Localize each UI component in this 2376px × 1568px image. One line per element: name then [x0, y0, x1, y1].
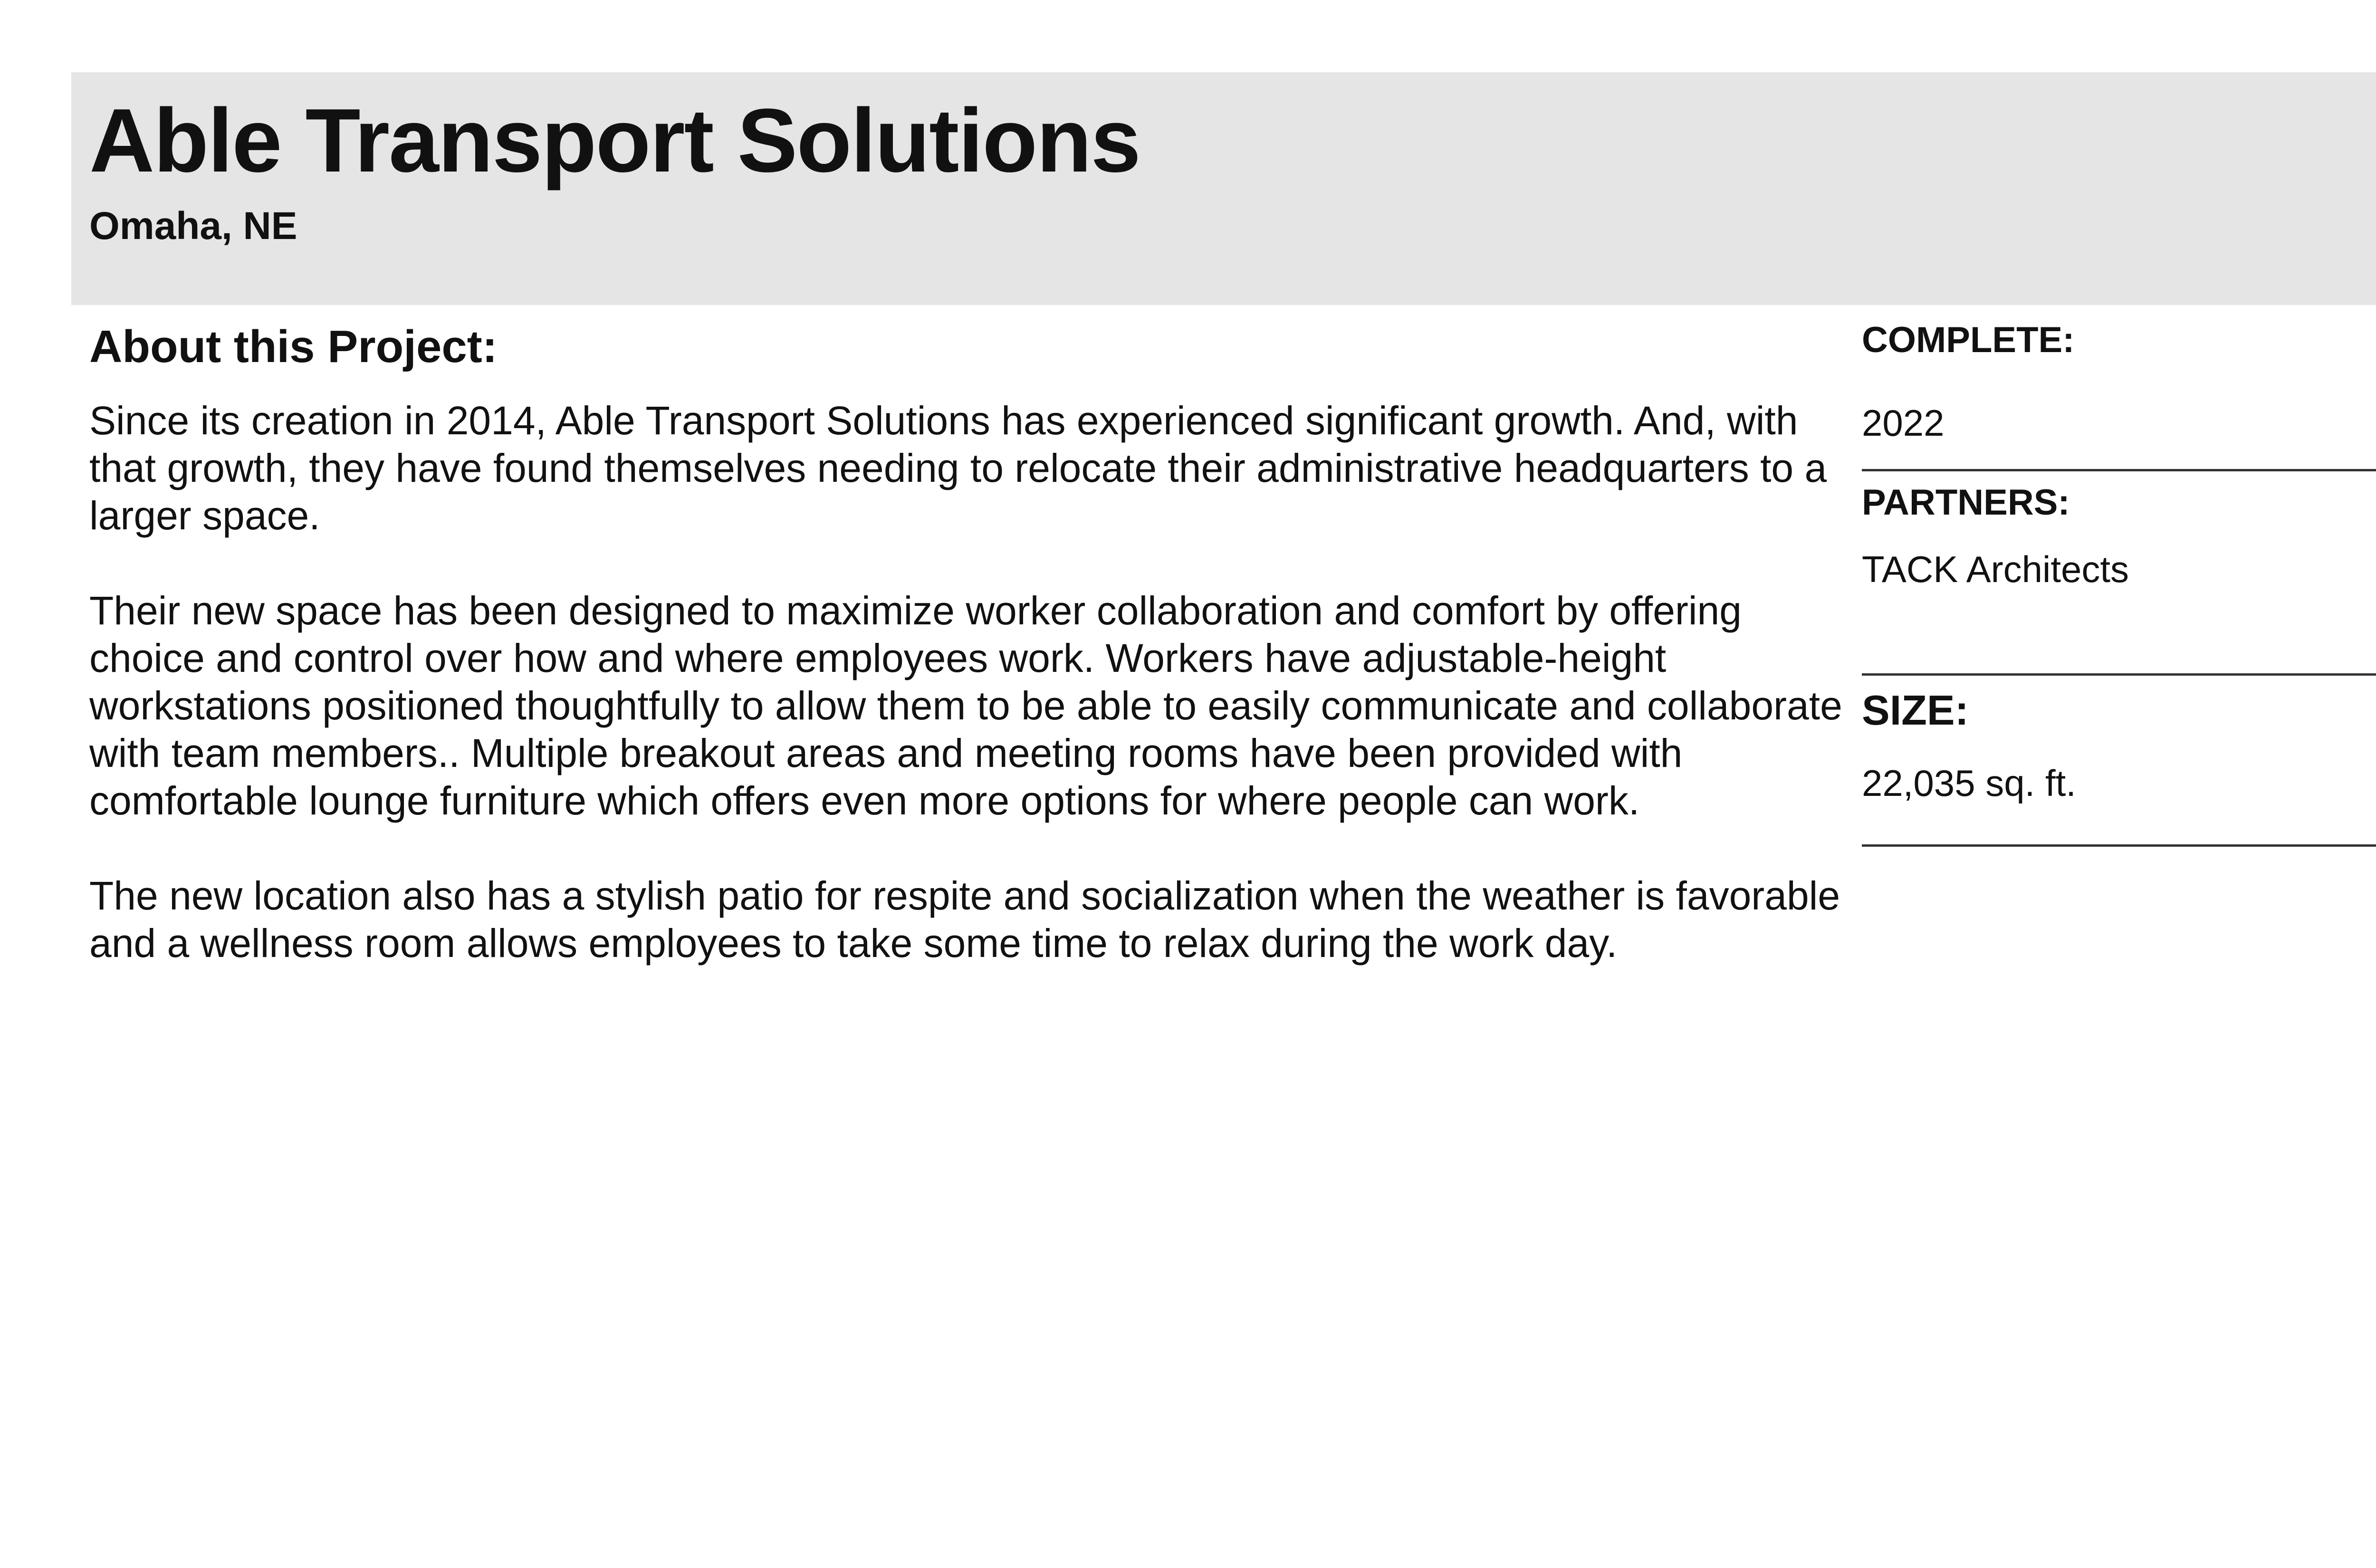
- project-details-sidebar: [1862, 319, 2376, 847]
- project-header: [71, 72, 2376, 305]
- size-value: 22,035 sq. ft.: [1862, 762, 2076, 804]
- project-location: Omaha, NE: [89, 204, 297, 248]
- size-block: [1862, 676, 2376, 847]
- about-paragraph: The new location also has a stylish patio for respite and socialization when the weather is favorable and a wellness room allows employees to take some time to relax during the work day.: [89, 873, 1840, 966]
- complete-value: 2022: [1862, 402, 1945, 444]
- about-paragraph: Their new space has been designed to maximize worker collaboration and comfort by offering choice and control over how and where employees work. Workers have adjustable-height workstations positioned thoughtfully to allow them to be able to easily communicate and collaborate with team members.. Multiple breakout areas and meeting rooms have been provided with comfortable lounge furniture which offers even more options for where people can work.: [89, 588, 1842, 823]
- about-section: [89, 319, 1852, 1014]
- partners-label: PARTNERS:: [1862, 482, 2070, 523]
- about-paragraph: Since its creation in 2014, Able Transport Solutions has experienced significant growth. And, with that growth, they have found themselves needing to relocate their administrative headquarters to a larger space.: [89, 398, 1827, 538]
- partners-value: TACK Architects: [1862, 548, 2129, 590]
- partners-block: [1862, 471, 2376, 676]
- complete-block: [1862, 319, 2376, 471]
- about-body: [89, 397, 1852, 967]
- page-title: Able Transport Solutions: [89, 90, 1140, 191]
- size-label: SIZE:: [1862, 687, 1969, 734]
- about-heading: About this Project:: [89, 321, 498, 372]
- complete-label: COMPLETE:: [1862, 320, 2075, 360]
